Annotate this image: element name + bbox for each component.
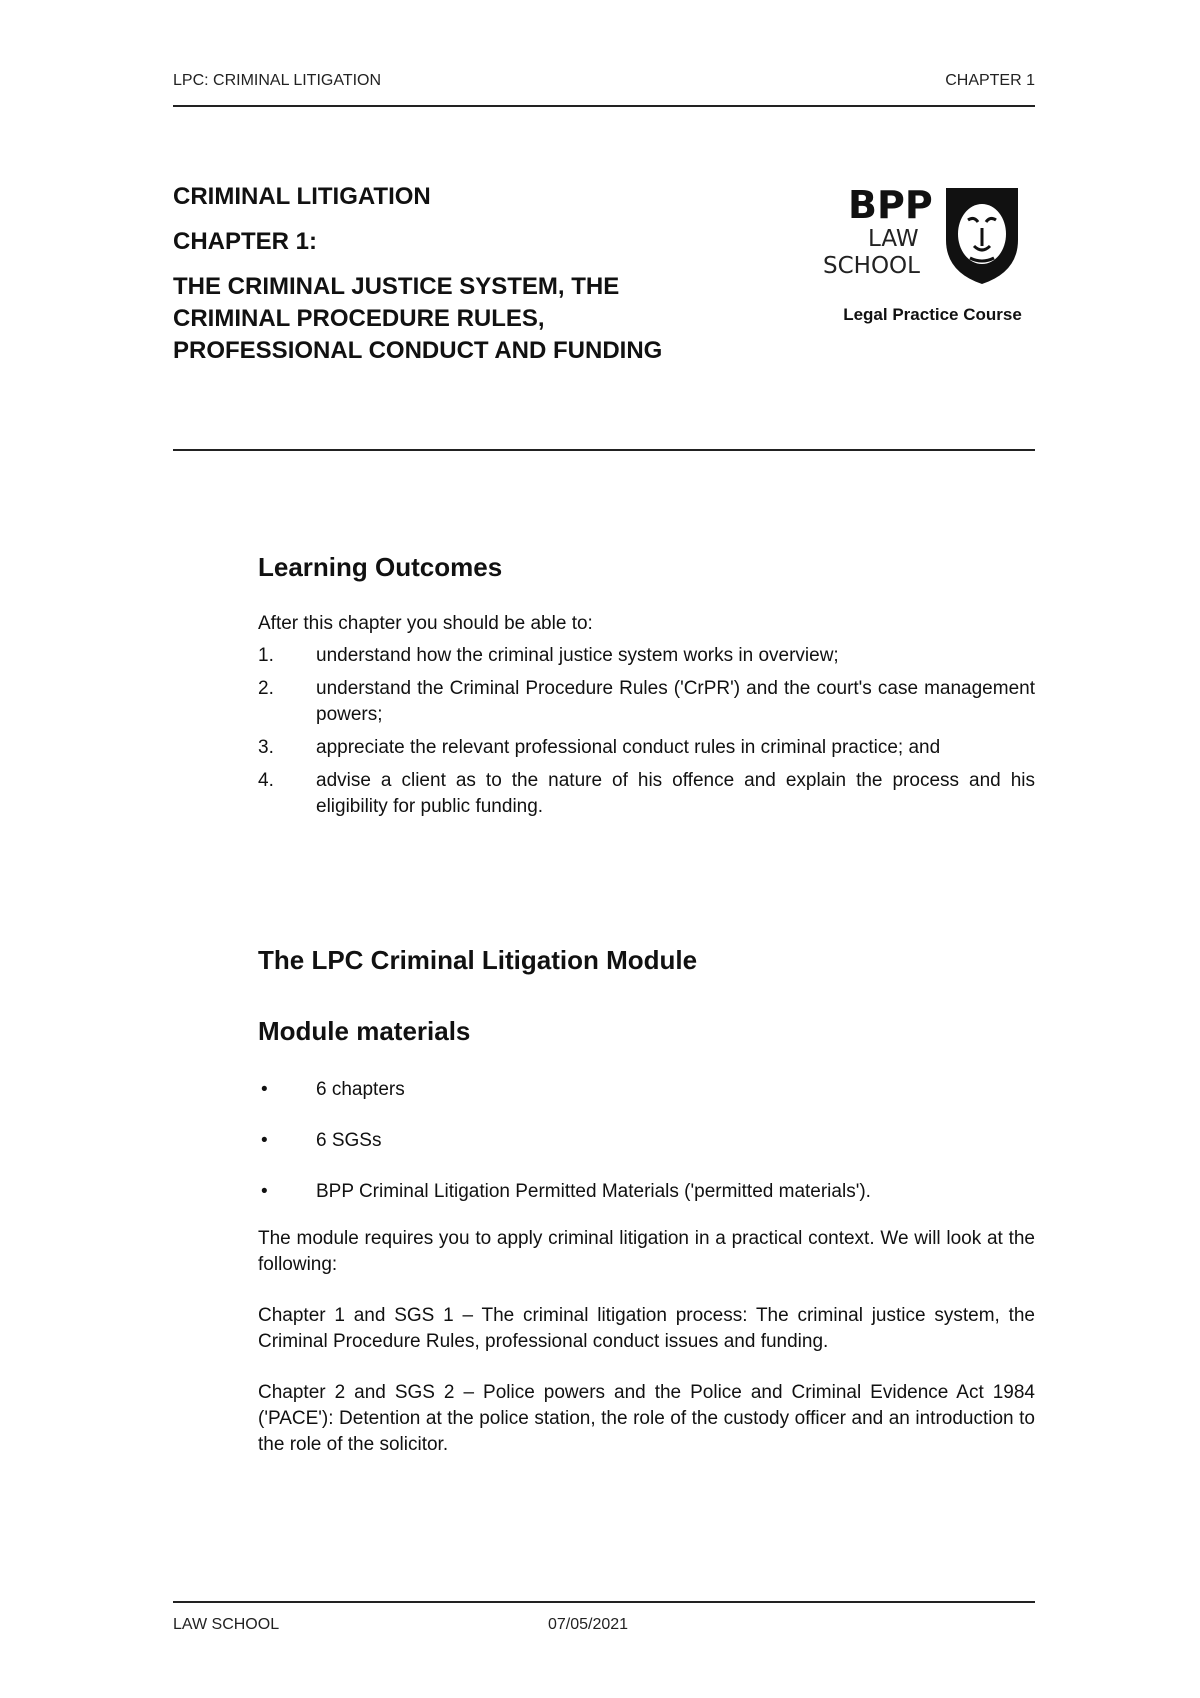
list-item [258,1179,1035,1205]
list-item [258,676,1035,728]
list-item [258,1077,1035,1103]
running-header-right: CHAPTER 1 [945,72,1035,89]
module-paragraph: Chapter 1 and SGS 1 – The criminal litigation process: The criminal justice system, the Criminal Procedure Rules, professional conduct issues and funding. [258,1305,1035,1352]
running-footer-date: 07/05/2021 [548,1616,629,1633]
list-text: understand the Criminal Procedure Rules ('CrPR') and the court's case management powers; [316,678,1035,725]
list-text: understand how the criminal justice system works in overview; [316,645,839,666]
course-title: CRIMINAL LITIGATION [173,183,431,210]
list-number: 4. [258,770,274,791]
list-item [258,768,1035,820]
lion-shield-icon [946,188,1018,284]
running-footer-left: LAW SCHOOL [173,1616,280,1633]
bullet-icon: • [261,1181,268,1202]
list-number: 2. [258,678,274,699]
logo-school: SCHOOL [823,253,920,279]
module-materials-list [258,1077,1035,1205]
module-heading: The LPC Criminal Litigation Module [258,945,698,975]
logo-law: LAW [868,226,919,252]
list-number: 3. [258,737,274,758]
list-item [258,735,1035,761]
module-section [258,945,1035,1458]
logo-tagline: Legal Practice Course [843,305,1022,324]
list-item [258,643,1035,669]
running-header-left: LPC: CRIMINAL LITIGATION [173,72,382,89]
chapter-title: THE CRIMINAL JUSTICE SYSTEM, THE CRIMINAL PROCEDURE RULES, PROFESSIONAL CONDUCT AND FUNDING [173,273,663,364]
module-paragraph: The module requires you to apply criminal litigation in a practical context. We will look at the following: [258,1228,1035,1275]
bullet-icon: • [261,1079,268,1100]
learning-outcomes-intro: After this chapter you should be able to: [258,613,593,634]
logo-graphic [820,180,1030,285]
title-block [173,181,733,367]
list-text: 6 SGSs [316,1130,382,1151]
list-text: 6 chapters [316,1079,405,1100]
chapter-number: CHAPTER 1: [173,228,318,255]
list-text: BPP Criminal Litigation Permitted Materials ('permitted materials'). [316,1181,871,1202]
learning-outcomes-list [258,643,1035,820]
list-number: 1. [258,645,274,666]
list-text: appreciate the relevant professional conduct rules in criminal practice; and [316,737,941,758]
footer-rule [173,1601,1035,1603]
module-paragraph: Chapter 2 and SGS 2 – Police powers and the Police and Criminal Evidence Act 1984 ('PACE'): Detention at the police station, the role of the custody officer and an introduction to the role of the solicitor. [258,1382,1035,1455]
list-text: advise a client as to the nature of his offence and explain the process and his eligibility for public funding. [316,770,1035,817]
header-rule [173,105,1035,107]
title-rule [173,449,1035,451]
list-item [258,1128,1035,1154]
bpp-law-school-logo [820,180,1030,330]
logo-brand: BPP [848,183,933,227]
bullet-icon: • [261,1130,268,1151]
learning-outcomes-section [258,552,1035,827]
learning-outcomes-heading: Learning Outcomes [258,552,503,582]
module-materials-heading: Module materials [258,1016,471,1046]
